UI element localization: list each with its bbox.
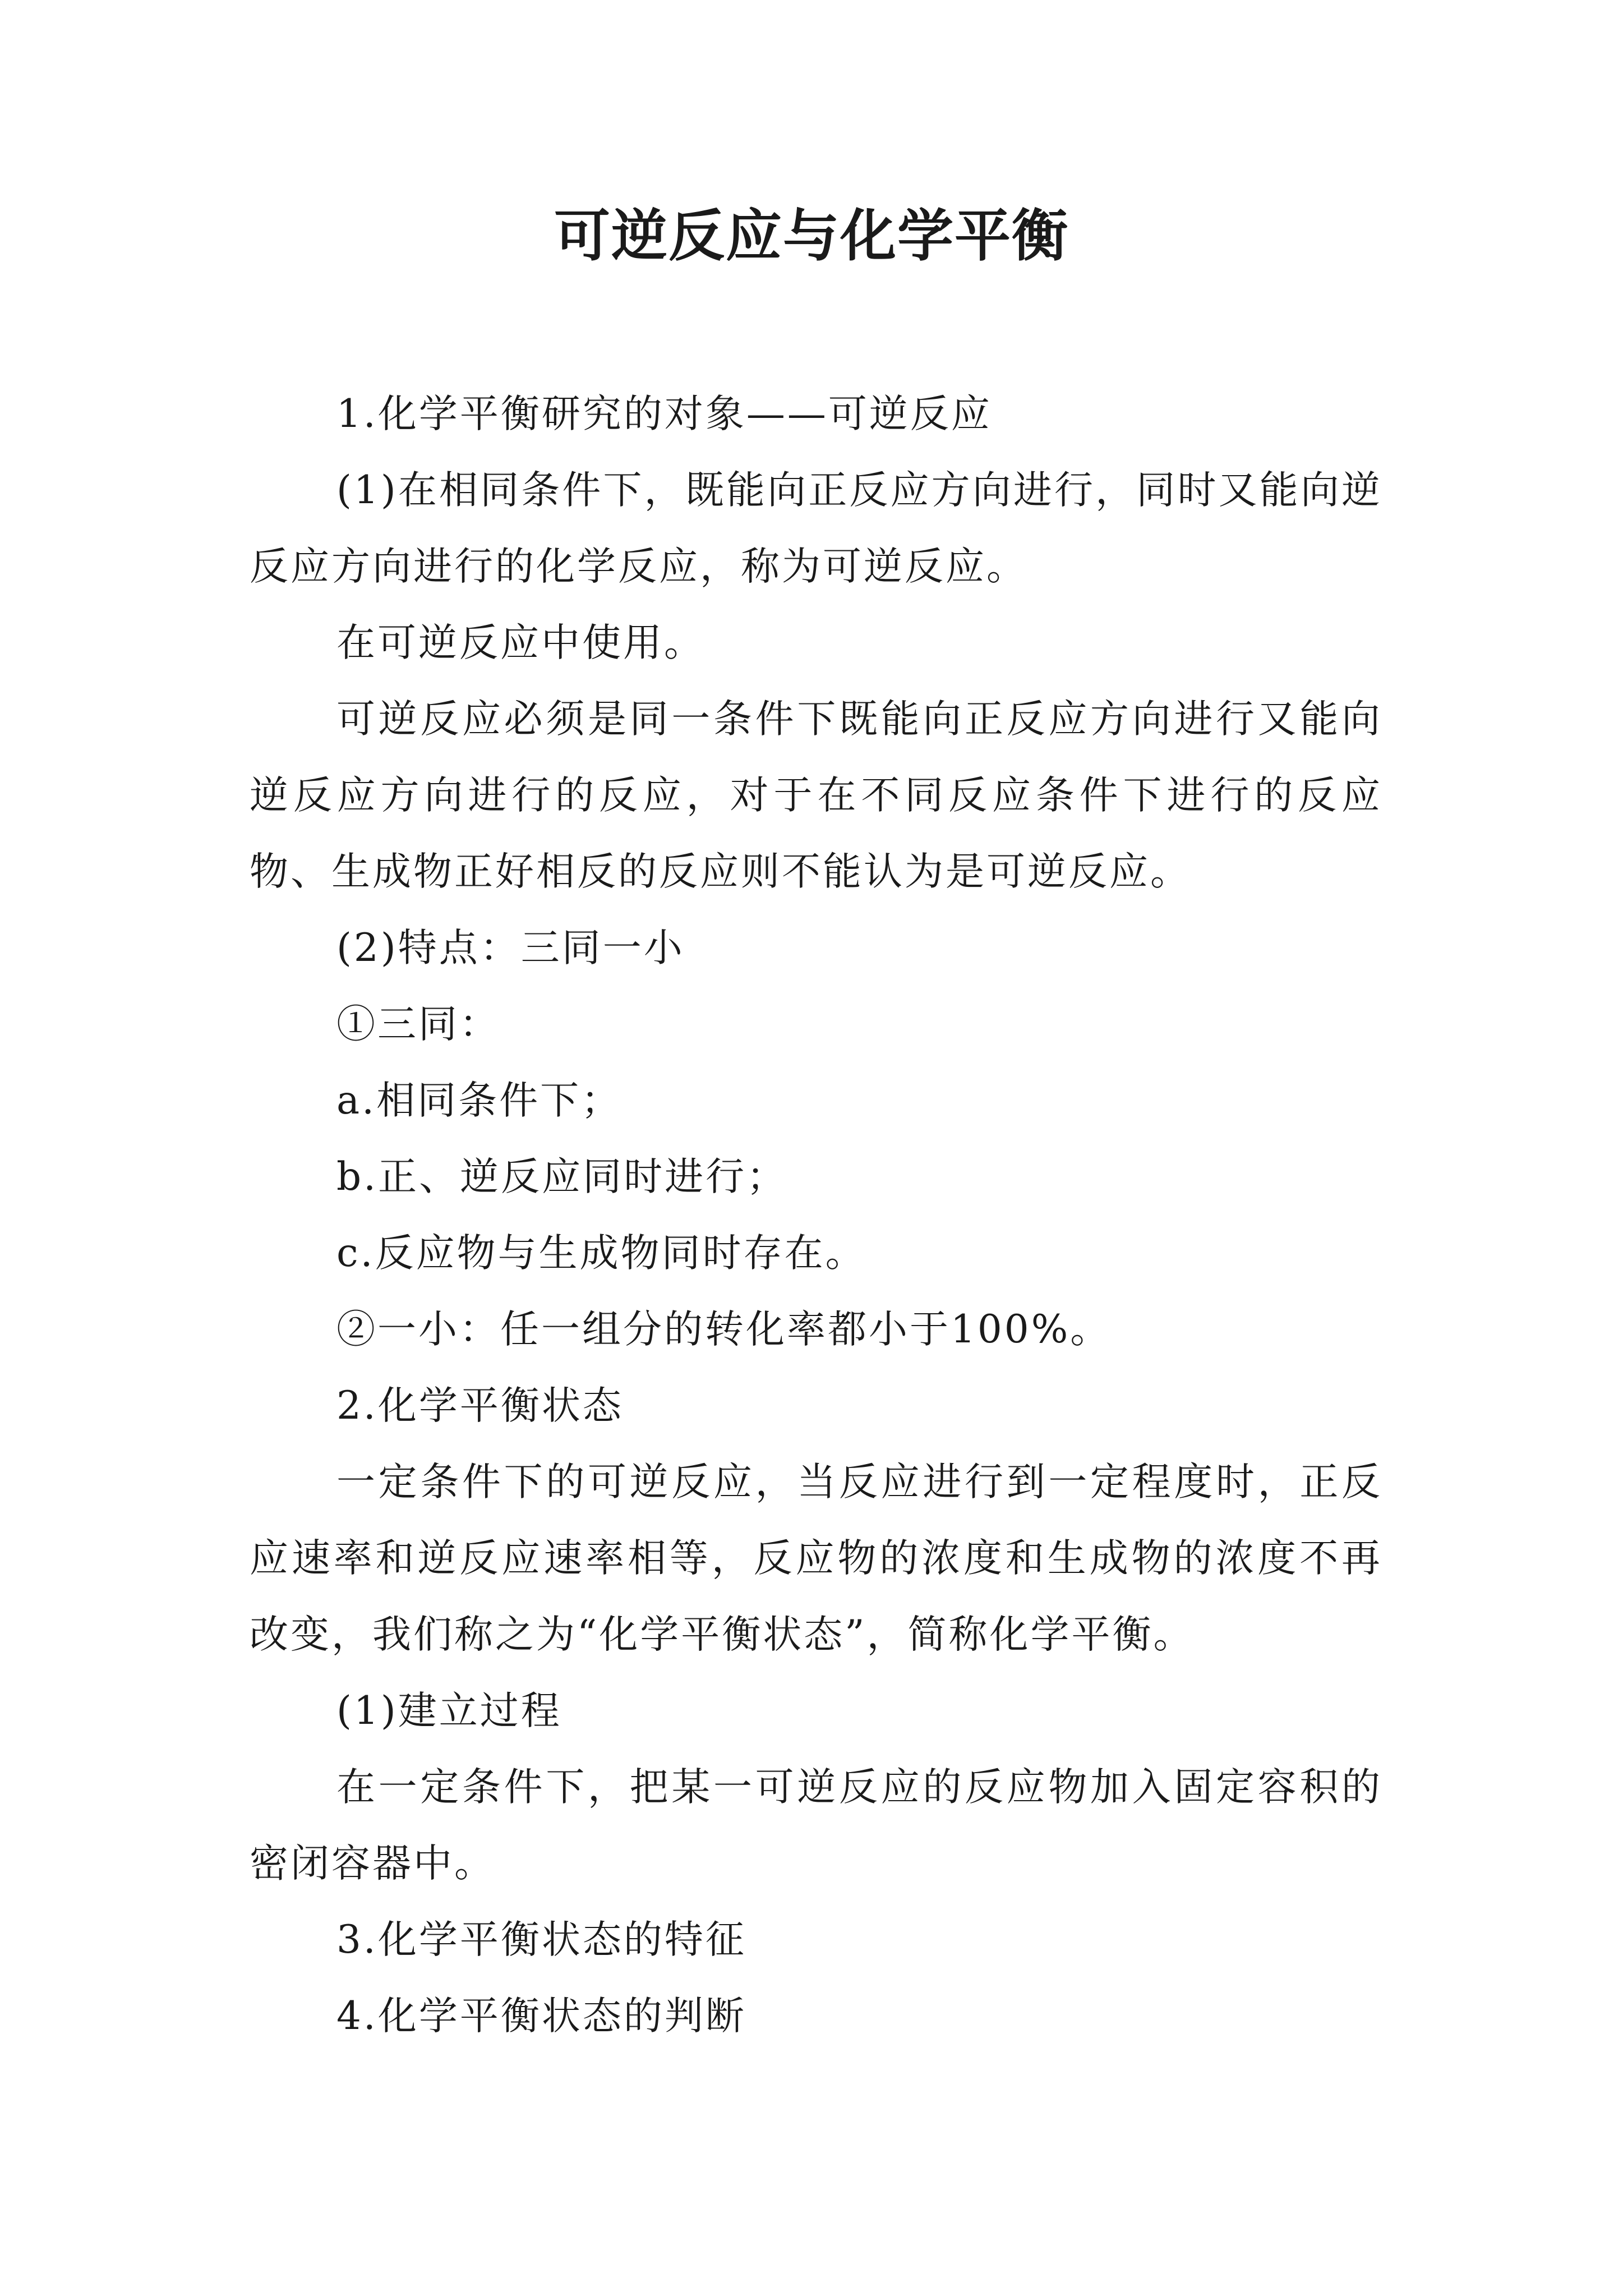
paragraph-reversible-condition: 可逆反应必须是同一条件下既能向正反应方向进行又能向逆反应方向进行的反应，对于在不同反应条件下进行的反应物、生成物正好相反的反应则不能认为是可逆反应。	[250, 697, 1382, 894]
paragraph-establishment: 在一定条件下，把某一可逆反应的反应物加入固定容积的密闭容器中。	[250, 1765, 1382, 1886]
section-heading-4: 4.化学平衡状态的判断	[336, 1994, 746, 2039]
section-heading-3: 3.化学平衡状态的特征	[336, 1917, 746, 1962]
list-item-b: b.正、逆反应同时进行；	[336, 1154, 788, 1199]
document-body	[250, 376, 1382, 2054]
list-item-a: a.相同条件下；	[336, 1078, 623, 1123]
list-item-c: c.反应物与生成物同时存在。	[336, 1231, 866, 1276]
paragraph-usage-note: 在可逆反应中使用。	[336, 620, 705, 665]
document-title: 可逆反应与化学平衡	[554, 203, 1069, 269]
paragraph-reversible-definition: (1)在相同条件下，既能向正反应方向进行，同时又能向逆反应方向进行的化学反应，称为可逆反应。	[250, 468, 1382, 589]
subheading-establishment: (1)建立过程	[336, 1688, 562, 1733]
section-heading-2: 2.化学平衡状态	[336, 1383, 624, 1428]
paragraph-equilibrium-definition: 一定条件下的可逆反应，当反应进行到一定程度时，正反应速率和逆反应速率相等，反应物的浓度和生成物的浓度不再改变，我们称之为“化学平衡状态”，简称化学平衡。	[250, 1460, 1382, 1657]
section-heading-1: 1.化学平衡研究的对象——可逆反应	[336, 392, 992, 436]
subheading-characteristics: (2)特点：三同一小	[336, 926, 685, 970]
list-item-one-small: ②一小：任一组分的转化率都小于100%。	[336, 1307, 1112, 1352]
list-item-three-same: ①三同：	[336, 1002, 500, 1047]
